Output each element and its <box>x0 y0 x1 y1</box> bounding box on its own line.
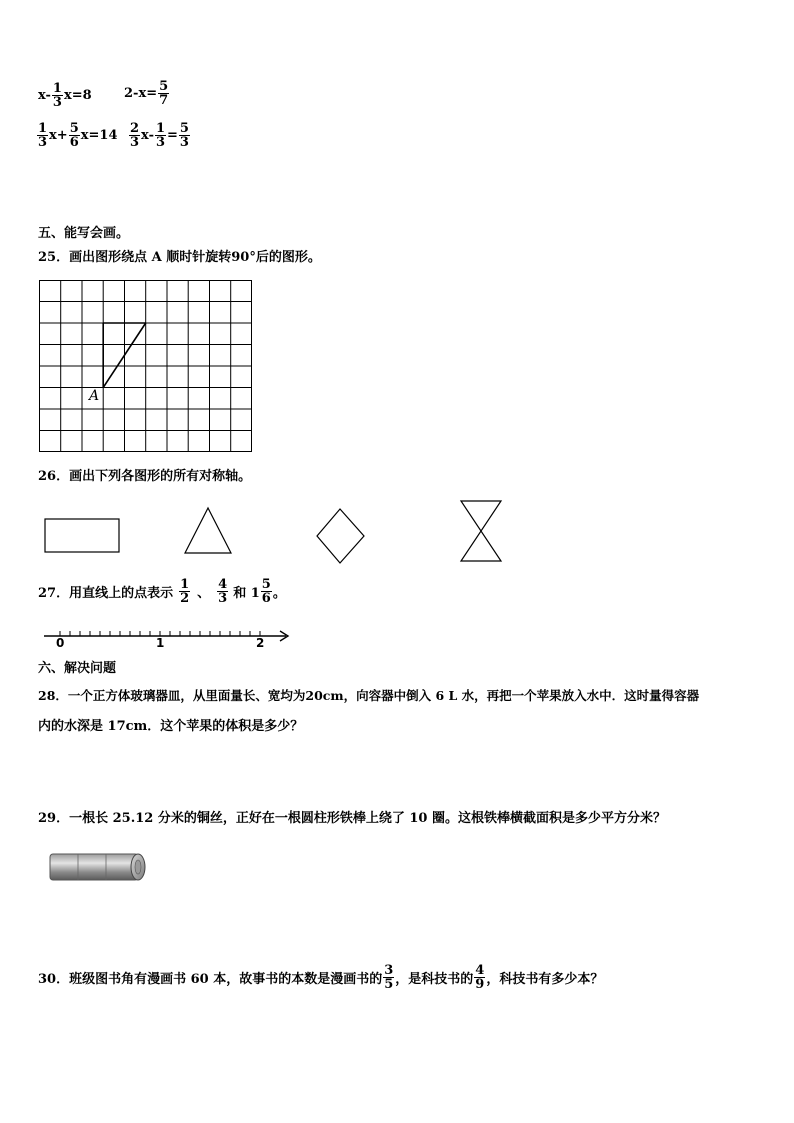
eq3-fraction-1: $\frac{1}{3}$ <box>38 121 48 150</box>
shapes-symmetry <box>40 496 560 566</box>
eq2-pre: 2-x= <box>124 86 158 101</box>
number-line-tick-2: 2 <box>256 636 265 650</box>
eq1-post: x=8 <box>63 88 92 103</box>
rotation-grid <box>39 280 253 452</box>
triangle-shape <box>185 508 231 553</box>
q30-fraction-1: $\frac{3}{5}$ <box>384 963 394 992</box>
question-28-line-1: 28．一个正方体玻璃器皿，从里面量长、宽均为20cm，向容器中倒入 6 L 水，再把一个苹果放入水中．这时量得容器 <box>38 688 700 703</box>
equation-4 <box>128 122 191 149</box>
eq4-fraction-1: $\frac{2}{3}$ <box>130 121 140 150</box>
number-line-tick-0: 0 <box>56 636 65 650</box>
question-26-text: 26．画出下列各图形的所有对称轴。 <box>38 469 252 484</box>
section-6-title: 六、解决问题 <box>38 661 117 676</box>
diamond-shape <box>317 509 364 563</box>
q27-fraction-1: $\frac{1}{2}$ <box>180 577 190 606</box>
hourglass-shape <box>461 501 501 561</box>
eq1-pre: x- <box>38 88 51 103</box>
question-30-text: 30．班级图书角有漫画书 60 本，故事书的本数是漫画书的 $\frac{3}{5}$ ，是科技书的 $\frac{4}{9}$ ，科技书有多少本？ <box>38 963 604 992</box>
eq4-fraction-3: $\frac{5}{3}$ <box>179 121 189 150</box>
point-a-label: A <box>89 388 100 404</box>
question-28-line-2: 内的水深是 17cm．这个苹果的体积是多少？ <box>38 719 304 734</box>
q27-fraction-3: $\frac{5}{6}$ <box>261 577 271 606</box>
question-27-text: 27．用直线上的点表示 $\frac{1}{2}$ 、 $\frac{4}{3}$ 和 1 $\frac{5}{6}$ 。 <box>38 577 286 606</box>
number-line-tick-1: 1 <box>156 636 165 650</box>
question-29-text: 29．一根长 25.12 分米的铜丝，正好在一根圆柱形铁棒上绕了 10 圈。这根铁棒横截面积是多少平方分米？ <box>38 811 666 826</box>
question-25-text: 25．画出图形绕点 A 顺时针旋转90°后的图形。 <box>38 250 321 265</box>
section-5-title: 五、能写会画。 <box>38 226 130 241</box>
eq1-fraction: $\frac{1}{3}$ <box>52 81 62 110</box>
eq4-equals: = <box>167 128 178 143</box>
eq3-post: x=14 <box>80 128 118 143</box>
eq4-fraction-2: $\frac{1}{3}$ <box>155 121 166 150</box>
q30-fraction-2: $\frac{4}{9}$ <box>475 963 485 992</box>
rectangle-shape <box>45 519 119 552</box>
eq4-mid: x- <box>141 128 154 143</box>
q27-fraction-2: $\frac{4}{3}$ <box>218 577 228 606</box>
eq2-fraction: $\frac{5}{7}$ <box>159 79 169 108</box>
equation-3 <box>36 122 117 149</box>
iron-rod-image <box>48 851 146 883</box>
eq3-fraction-2: $\frac{5}{6}$ <box>69 121 79 150</box>
equation-2 <box>124 80 170 107</box>
eq3-mid: x+ <box>49 128 68 143</box>
equation-1 <box>38 82 92 109</box>
